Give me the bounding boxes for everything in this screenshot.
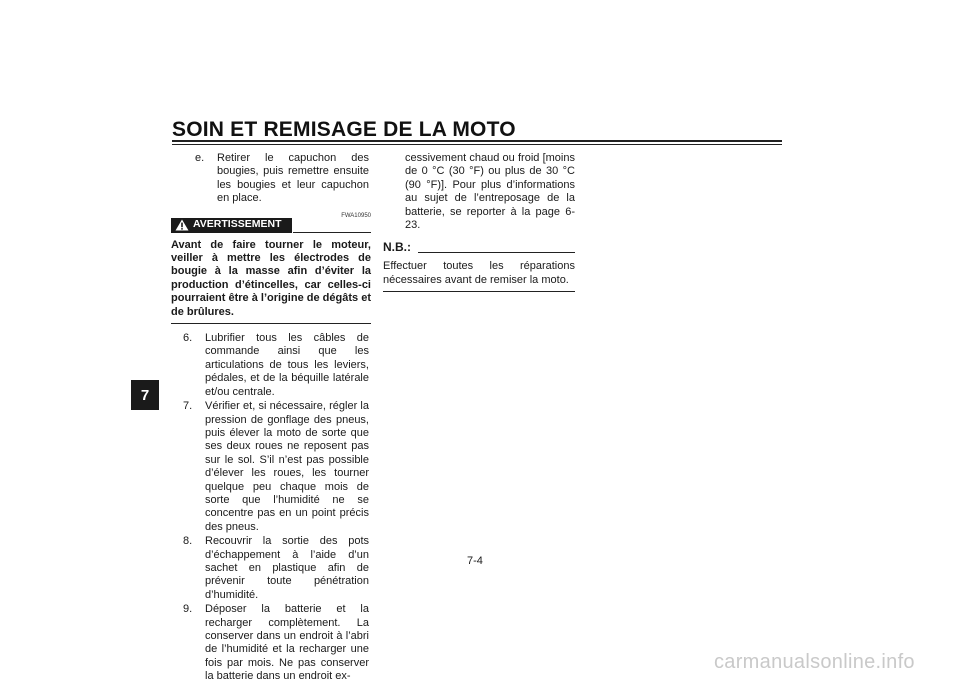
- page-number: 7-4: [467, 555, 483, 567]
- warning-code: FWA10950: [341, 212, 371, 219]
- chapter-tab: 7: [131, 380, 159, 410]
- note-header: [383, 241, 575, 257]
- step-number: 9.: [183, 603, 193, 616]
- step-continuation: cessivement chaud ou froid [moins de 0 °C (30 °F) ou plus de 30 °C (90 °F)]. Pour plus d’informations au sujet de l’entreposage de la batterie, se reporter à la page 6-23.: [405, 152, 575, 232]
- step-number: 6.: [183, 332, 193, 345]
- warning-text: Avant de faire tourner le moteur, veiller à mettre les électrodes de bougie à la masse afin d’éviter la production d’étincelles, car celles-ci pourraient être à l’origine de dégâts et de brûlures.: [171, 234, 371, 324]
- note-text: Effectuer toutes les réparations nécessaires avant de remiser la moto.: [383, 257, 575, 292]
- warning-label: AVERTISSEMENT: [193, 218, 282, 231]
- list-item: [183, 535, 369, 602]
- list-item: [183, 400, 369, 534]
- list-item: [183, 603, 369, 683]
- step-number: 8.: [183, 535, 193, 548]
- list-item: [183, 332, 369, 399]
- steps-list: [183, 332, 369, 684]
- warning-rule: [293, 232, 371, 233]
- step-text: Déposer la batterie et la recharger complètement. La conserver dans un endroit à l’abri de l’humidité et la recharger une fois par mois. Ne pas conserver la batterie dans un endroit ex-: [205, 603, 369, 683]
- right-column: [383, 152, 575, 292]
- note-label: N.B.:: [383, 240, 411, 255]
- step-text: Vérifier et, si nécessaire, régler la pression de gonflage des pneus, puis élever la moto de sorte que ses deux roues ne reposent pas sur le sol. S’il n’est pas possible d’élever les roues, les tourner quelque peu chaque mois de sorte que l’humidité ne se concentre pas en un point précis des pneus.: [205, 400, 369, 533]
- warning-badge: [171, 218, 292, 233]
- warning-triangle-icon: [175, 219, 189, 231]
- title-rule: [172, 140, 782, 145]
- step-number: 7.: [183, 400, 193, 413]
- step-number: e.: [195, 152, 205, 164]
- watermark: carmanualsonline.info: [714, 651, 915, 673]
- step-text: Lubrifier tous les câbles de commande ainsi que les articulations de tous les leviers, pédales, et de la béquille latérale et/ou centrale.: [205, 332, 369, 398]
- left-column: [171, 152, 371, 685]
- sub-step-e: [183, 152, 369, 206]
- step-text: Recouvrir la sortie des pots d’échappement à l’aide d’un sachet en plastique afin de prévenir toute pénétration d’humidité.: [205, 535, 369, 601]
- warning-header: [183, 212, 371, 234]
- note-rule: [418, 252, 575, 253]
- page-title: SOIN ET REMISAGE DE LA MOTO: [172, 118, 516, 141]
- step-text: Retirer le capuchon des bougies, puis remettre ensuite les bougies et leur capuchon en place.: [217, 152, 369, 205]
